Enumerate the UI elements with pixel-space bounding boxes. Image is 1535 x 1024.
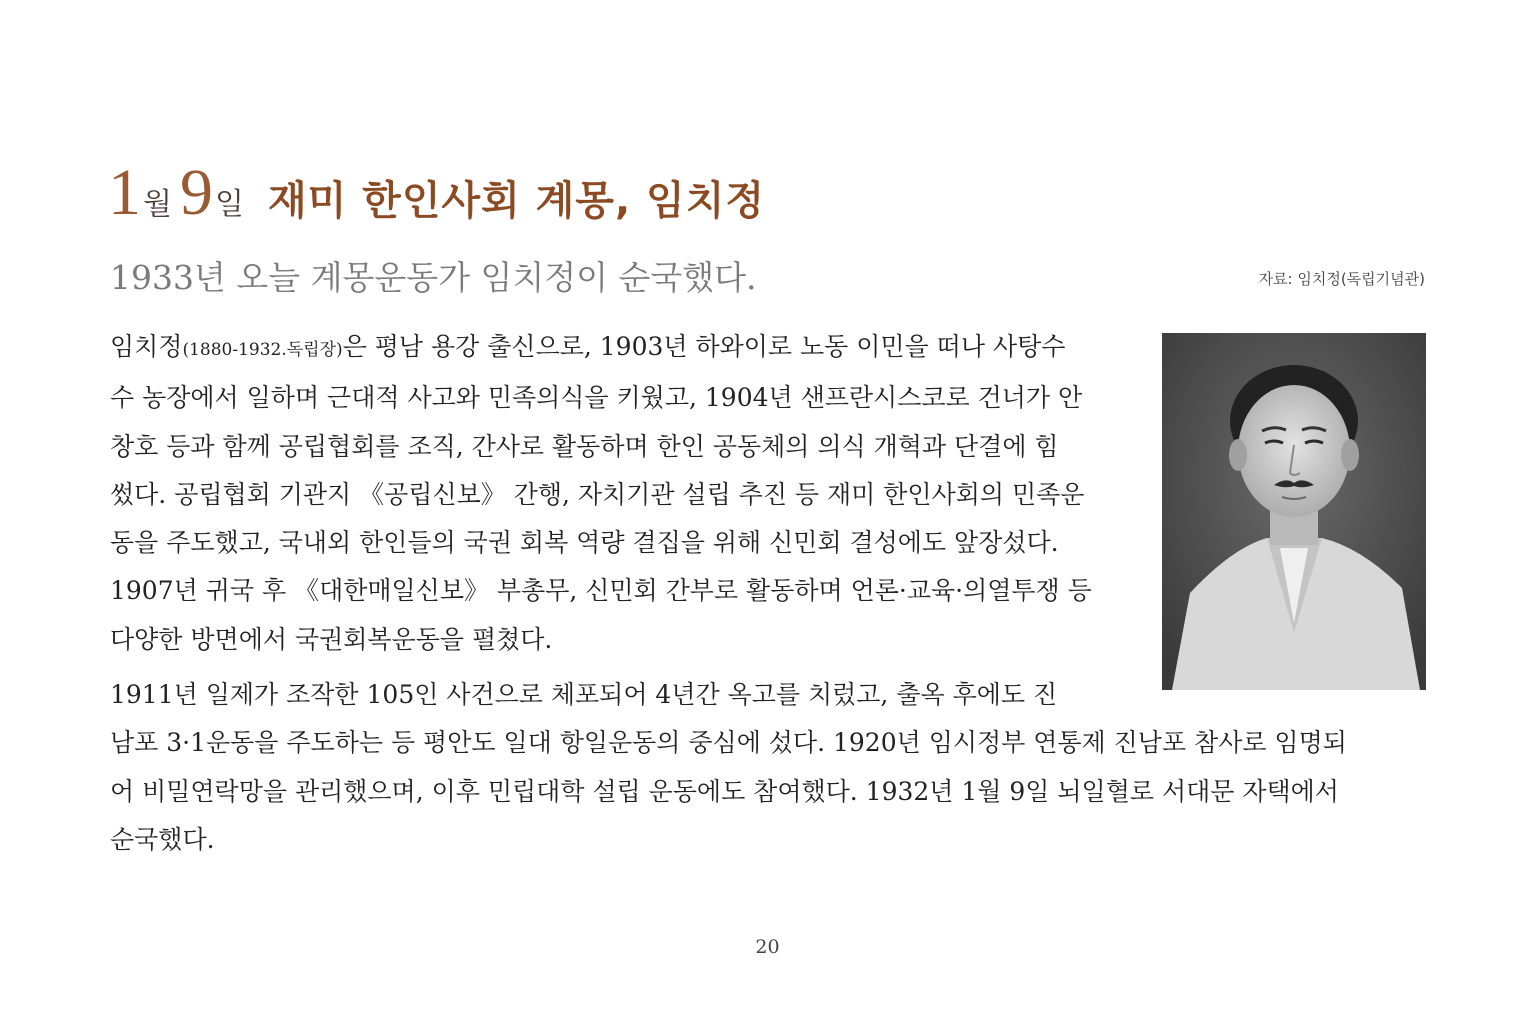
day-unit: 일 bbox=[214, 187, 244, 222]
month-number: 1 bbox=[108, 156, 141, 229]
headline: 재미 한인사회 계몽, 임치정 bbox=[267, 178, 765, 224]
paragraph-line: 1907년 귀국 후 《대한매일신보》 부총무, 신민회 간부로 활동하며 언론·교육·의열투쟁 등 bbox=[110, 576, 1092, 606]
paragraph-line: 남포 3·1운동을 주도하는 등 평안도 일대 항일운동의 중심에 섰다. 1920년 임시정부 연통제 진남포 참사로 임명되 bbox=[110, 728, 1347, 758]
paragraph-line: 어 비밀연락망을 관리했으며, 이후 민립대학 설립 운동에도 참여했다. 1932년 1월 9일 뇌일혈로 서대문 자택에서 bbox=[110, 776, 1339, 806]
person-dates: (1880-1932.독립장) bbox=[182, 340, 343, 360]
portrait-illustration bbox=[1162, 333, 1426, 690]
paragraph-line: 수 농장에서 일하며 근대적 사고와 민족의식을 키웠고, 1904년 샌프란시스코로 건너가 안 bbox=[110, 383, 1083, 413]
body-paragraph-1 bbox=[110, 323, 1125, 664]
body-paragraph-2 bbox=[110, 671, 1425, 864]
photo-source-caption: 자료: 임치정(독립기념관) bbox=[1258, 270, 1425, 288]
day-number: 9 bbox=[179, 156, 213, 229]
subtitle: 1933년 오늘 계몽운동가 임치정이 순국했다. bbox=[110, 258, 757, 297]
paragraph-line: 창호 등과 함께 공립협회를 조직, 간사로 활동하며 한인 공동체의 의식 개혁과 단결에 힘 bbox=[110, 431, 1059, 461]
paragraph-line: 1911년 일제가 조작한 105인 사건으로 체포되어 4년간 옥고를 치렀고, 출옥 후에도 진 bbox=[110, 680, 1058, 709]
month-unit: 월 bbox=[143, 187, 172, 222]
line-text: 은 평남 용강 출신으로, 1903년 하와이로 노동 이민을 떠나 사탕수 bbox=[342, 332, 1066, 361]
paragraph-line: 다양한 방면에서 국권회복운동을 펼쳤다. bbox=[110, 624, 553, 654]
person-name: 임치정 bbox=[110, 332, 183, 361]
paragraph-line: 순국했다. bbox=[110, 824, 215, 854]
page-title bbox=[108, 156, 765, 240]
paragraph-line: 썼다. 공립협회 기관지 《공립신보》 간행, 자치기관 설립 추진 등 재미 한인사회의 민족운 bbox=[110, 479, 1085, 509]
portrait-photo bbox=[1162, 333, 1426, 690]
paragraph-line bbox=[110, 323, 1125, 374]
paragraph-line: 동을 주도했고, 국내외 한인들의 국권 회복 역량 결집을 위해 신민회 결성에도 앞장섰다. bbox=[110, 528, 1059, 558]
page-number: 20 bbox=[755, 936, 780, 958]
